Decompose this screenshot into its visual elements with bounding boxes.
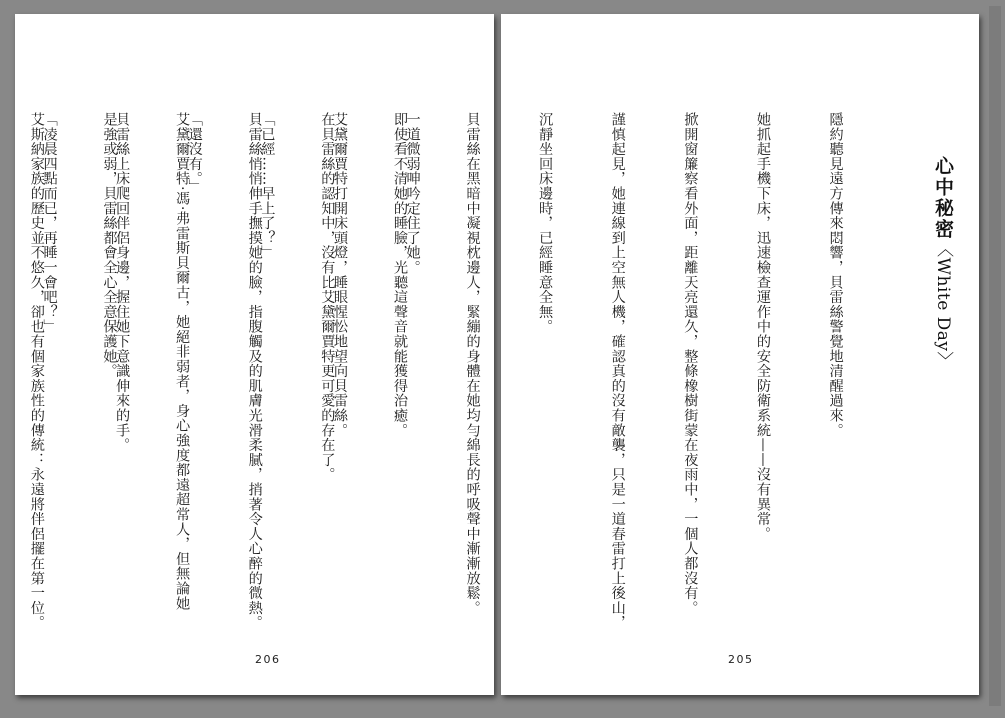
text-column: 謹慎起見，她連線到上空無人機，確認真的沒有敵襲，只是一道春雷打上後山， [609,112,626,630]
chapter-title [907,156,957,369]
chapter-title-main: 心中秘密 [932,156,954,240]
text-column: 艾斯納家族的歷史並不悠久，卻也有個家族性的傳統：永遠將伴侶擺在第一位。 [28,112,45,630]
text-column: 貝雷絲上床爬回伴侶身邊，握住她下意識伸來的手。 [114,112,131,453]
text-column: 「已經……早上了？」 [259,112,276,260]
chapter-title-sub: 〈White Day〉 [933,240,953,370]
text-column: 貝雷絲悄悄伸手撫摸她的臉，指腹觸及的肌膚光滑柔膩，捎著令人心醉的微熱。 [246,112,263,630]
text-column: 是強或弱，貝雷絲都會全心全意保護她。 [101,112,118,379]
text-column: 掀開窗簾察看外面，距離天亮還久，整條橡樹街蒙在夜雨中，一個人都沒有。 [682,112,699,616]
text-column: 隱約聽見遠方傳來悶響，貝雷絲警覺地清醒過來。 [827,112,844,438]
text-column: 艾黛爾賈特·馮·弗雷斯貝爾古，她絕非弱者，身心強度都遠超常人，但無論她 [174,112,191,611]
text-column: 「還沒有。」 [186,112,203,194]
text-column: 在貝雷絲的認知中，沒有比艾黛爾賈特更可愛的存在了。 [319,112,336,482]
text-column: 一道微弱呻吟定住了她。 [404,112,421,275]
text-column: 貝雷絲在黑暗中凝視枕邊人，緊繃的身體在她均勻綿長的呼吸聲中漸漸放鬆。 [464,112,481,616]
text-column: 艾黛爾賈特打開床頭燈，睡眼惺忪地望向貝雷絲。 [331,112,348,438]
text-column: 她抓起手機下床，迅速檢查運作中的安全防衛系統——沒有異常。 [754,112,771,542]
text-column: 即使看不清她的睡臉，光聽這聲音就能獲得治癒。 [391,112,408,438]
page-number: 205 [728,653,754,666]
text-column: 沉靜坐回床邊時，已經睡意全無。 [537,112,554,334]
text-column: 「凌晨四點而已，再睡一會吧？」 [41,112,58,334]
page-number: 206 [255,653,281,666]
vertical-scrollbar[interactable] [989,6,1001,706]
